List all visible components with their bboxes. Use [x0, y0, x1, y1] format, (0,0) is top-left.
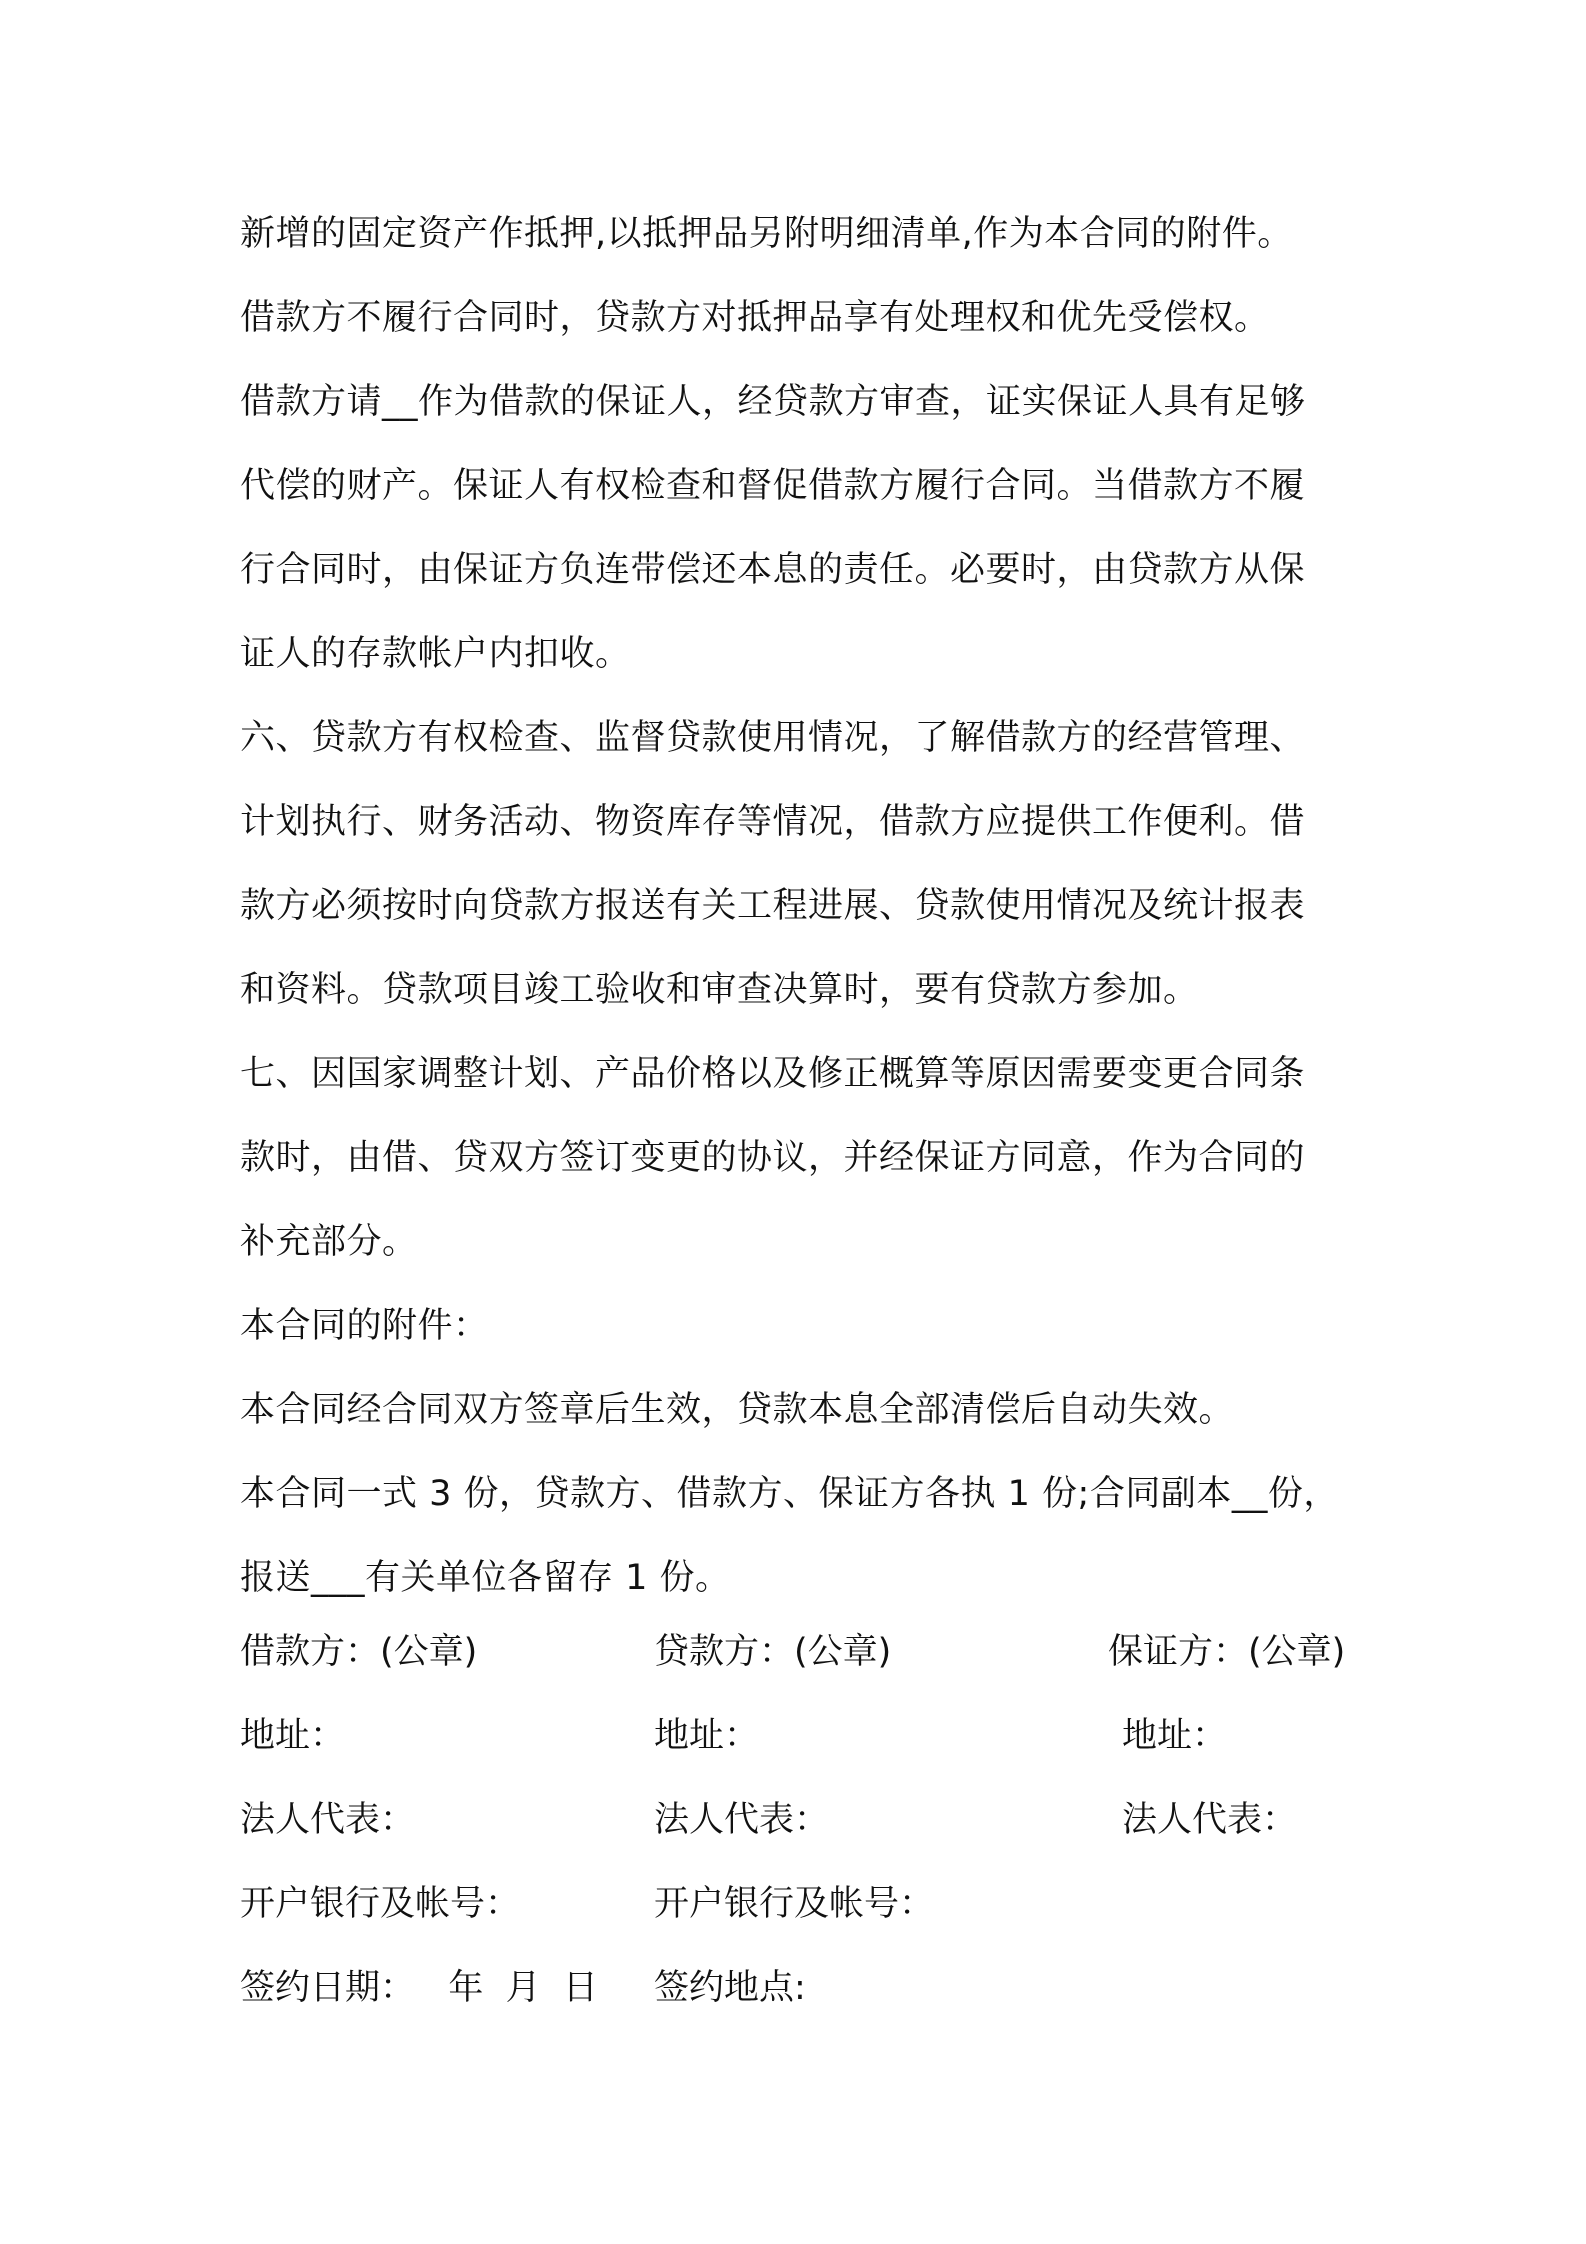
- signing-date-label: 签约日期： 年 月 日: [240, 1968, 598, 2008]
- lender-legal-rep-label: 法人代表：: [654, 1800, 830, 1840]
- guarantor-seal-label: 保证方：(公章): [1108, 1632, 1346, 1672]
- text-line: 本合同的附件：: [240, 1306, 489, 1346]
- text-line: 证人的存款帐户内扣收。: [240, 634, 631, 674]
- text-line: 六、贷款方有权检查、监督贷款使用情况，了解借款方的经营管理、: [240, 718, 1306, 758]
- signature-row-date-place: [0, 1946, 1586, 2030]
- text-line: 本合同一式 3 份，贷款方、借款方、保证方各执 1 份;合同副本__份，: [240, 1474, 1339, 1514]
- text-line: 行合同时，由保证方负连带偿还本息的责任。必要时，由贷款方从保: [240, 550, 1306, 590]
- text-line: 报送___有关单位各留存 1 份。: [240, 1558, 731, 1598]
- borrower-legal-rep-label: 法人代表：: [240, 1800, 416, 1840]
- text-line: 计划执行、财务活动、物资库存等情况，借款方应提供工作便利。借: [240, 802, 1306, 842]
- signature-row-address: [0, 1694, 1586, 1778]
- guarantor-legal-rep-label: 法人代表：: [1122, 1800, 1298, 1840]
- signature-row-seal: [0, 1610, 1586, 1694]
- text-line: 借款方请__作为借款的保证人，经贷款方审查，证实保证人具有足够: [240, 382, 1306, 422]
- lender-bank-label: 开户银行及帐号：: [654, 1884, 935, 1924]
- text-line: 新增的固定资产作抵押,以抵押品另附明细清单,作为本合同的附件。: [240, 214, 1293, 254]
- text-line: 款时，由借、贷双方签订变更的协议，并经保证方同意，作为合同的: [240, 1138, 1306, 1178]
- lender-seal-label: 贷款方：(公章): [654, 1632, 892, 1672]
- text-line: 补充部分。: [240, 1222, 418, 1262]
- text-line: 本合同经合同双方签章后生效，贷款本息全部清偿后自动失效。: [240, 1390, 1235, 1430]
- lender-address-label: 地址：: [654, 1716, 760, 1756]
- borrower-seal-label: 借款方：(公章): [240, 1632, 478, 1672]
- text-line: 代偿的财产。保证人有权检查和督促借款方履行合同。当借款方不履: [240, 466, 1306, 506]
- text-line: 借款方不履行合同时，贷款方对抵押品享有处理权和优先受偿权。: [240, 298, 1270, 338]
- signing-place-label: 签约地点:: [654, 1968, 806, 2008]
- borrower-bank-label: 开户银行及帐号：: [240, 1884, 521, 1924]
- signature-row-legal-rep: [0, 1778, 1586, 1862]
- contract-body: [240, 192, 1370, 1620]
- signature-row-bank: [0, 1862, 1586, 1946]
- text-line: 款方必须按时向贷款方报送有关工程进展、贷款使用情况及统计报表: [240, 886, 1306, 926]
- text-line: 和资料。贷款项目竣工验收和审查决算时，要有贷款方参加。: [240, 970, 1199, 1010]
- text-line: 七、因国家调整计划、产品价格以及修正概算等原因需要变更合同条: [240, 1054, 1306, 1094]
- borrower-address-label: 地址：: [240, 1716, 346, 1756]
- guarantor-address-label: 地址：: [1122, 1716, 1228, 1756]
